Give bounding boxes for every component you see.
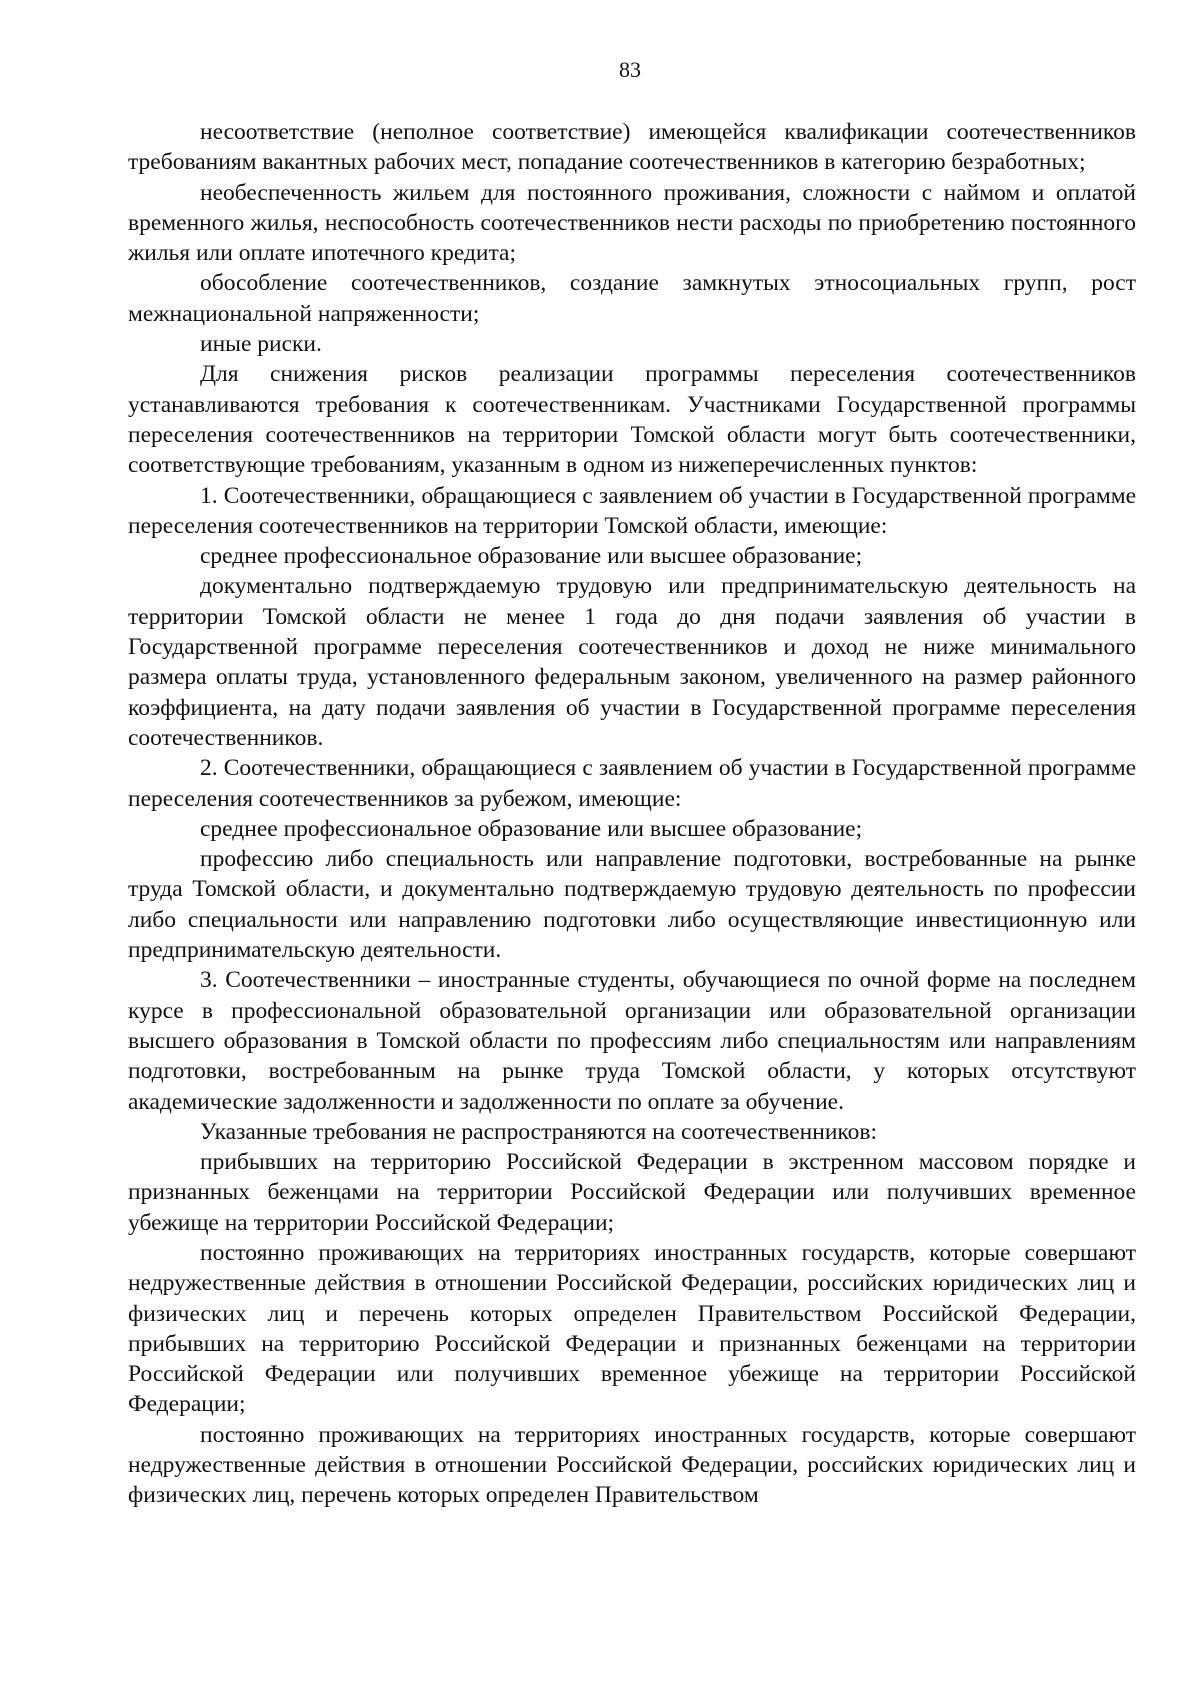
page-number: 83 (619, 57, 641, 82)
paragraph-risk-other: иные риски. (200, 331, 322, 358)
paragraph-item-2: 2. Соотечественники, обращающиеся с заявлением об участии в Государственной программе переселения соотечественников за рубежом, имеющие: (128, 755, 1136, 812)
paragraph-item-3: 3. Соотечественники – иностранные студенты, обучающиеся по очной форме на последнем курсе в профессиональной образовательной организации или образовательной организации высшего образования в Томской области по профессиям либо специальностям или направлениям подготовки, востребованным на рынке труда Томской области, у которых отсутствуют академические задолженности и задолженности по оплате за обучение. (128, 967, 1136, 1115)
paragraph-item-1-work: документально подтверждаемую трудовую или предпринимательскую деятельность на территории Томской области не менее 1 года до дня подачи заявления об участии в Государственной программе переселения соотечественников и доход не ниже минимального размера оплаты труда, установленного федеральным законом, увеличенного на размер районного коэффициента, на дату подачи заявления об участии в Государственной программе переселения соотечественников. (128, 573, 1136, 751)
paragraph-exceptions-intro: Указанные требования не распространяются на соотечественников: (200, 1118, 878, 1145)
paragraph-item-1: 1. Соотечественники, обращающиеся с заявлением об участии в Государственной программе переселения соотечественников на территории Томской области, имеющие: (128, 482, 1136, 539)
paragraph-exception-unfriendly-1: постоянно проживающих на территориях иностранных государств, которые совершают недружественные действия в отношении Российской Федерации, российских юридических лиц и физических лиц и перечень которых определен Правительством Российской Федерации, прибывших на территорию Российской Федерации и признанных беженцами на территории Российской Федерации или получивших временное убежище на территории Российской Федерации; (128, 1239, 1136, 1418)
paragraph-exception-emergency: прибывших на территорию Российской Федерации в экстренном массовом порядке и признанных беженцами на территории Российской Федерации или получивших временное убежище на территории Российской Федерации; (128, 1149, 1136, 1236)
paragraph-risk-qualification: несоответствие (неполное соответствие) имеющейся квалификации соотечественников требованиям вакантных рабочих мест, попадание соотечественников в категорию безработных; (128, 119, 1136, 176)
paragraph-requirements-intro: Для снижения рисков реализации программы переселения соотечественников устанавливаются требования к соотечественникам. Участниками Государственной программы переселения соотечественников на территории Томской области могут быть соотечественники, соответствующие требованиям, указанным в одном из нижеперечисленных пунктов: (128, 361, 1136, 479)
paragraph-item-1-education: среднее профессиональное образование или высшее образование; (200, 543, 863, 570)
document-body (128, 117, 1136, 1511)
paragraph-risk-housing: необеспеченность жильем для постоянного проживания, сложности с наймом и оплатой временного жилья, неспособность соотечественников нести расходы по приобретению постоянного жилья или оплате ипотечного кредита; (128, 179, 1136, 267)
paragraph-item-2-education: среднее профессиональное образование или высшее образование; (200, 815, 863, 842)
paragraph-exception-unfriendly-2: постоянно проживающих на территориях иностранных государств, которые совершают недружественные действия в отношении Российской Федерации, российских юридических лиц и физических лиц, перечень которых определен Правительством (128, 1421, 1136, 1509)
paragraph-risk-isolation: обособление соотечественников, создание замкнутых этносоциальных групп, рост межнациональной напряженности; (128, 270, 1136, 327)
paragraph-item-2-profession: профессию либо специальность или направление подготовки, востребованные на рынке труда Томской области, и документально подтверждаемую трудовую деятельность по профессии либо специальности или направлению подготовки либо осуществляющие инвестиционную или предпринимательскую деятельности. (128, 846, 1136, 964)
